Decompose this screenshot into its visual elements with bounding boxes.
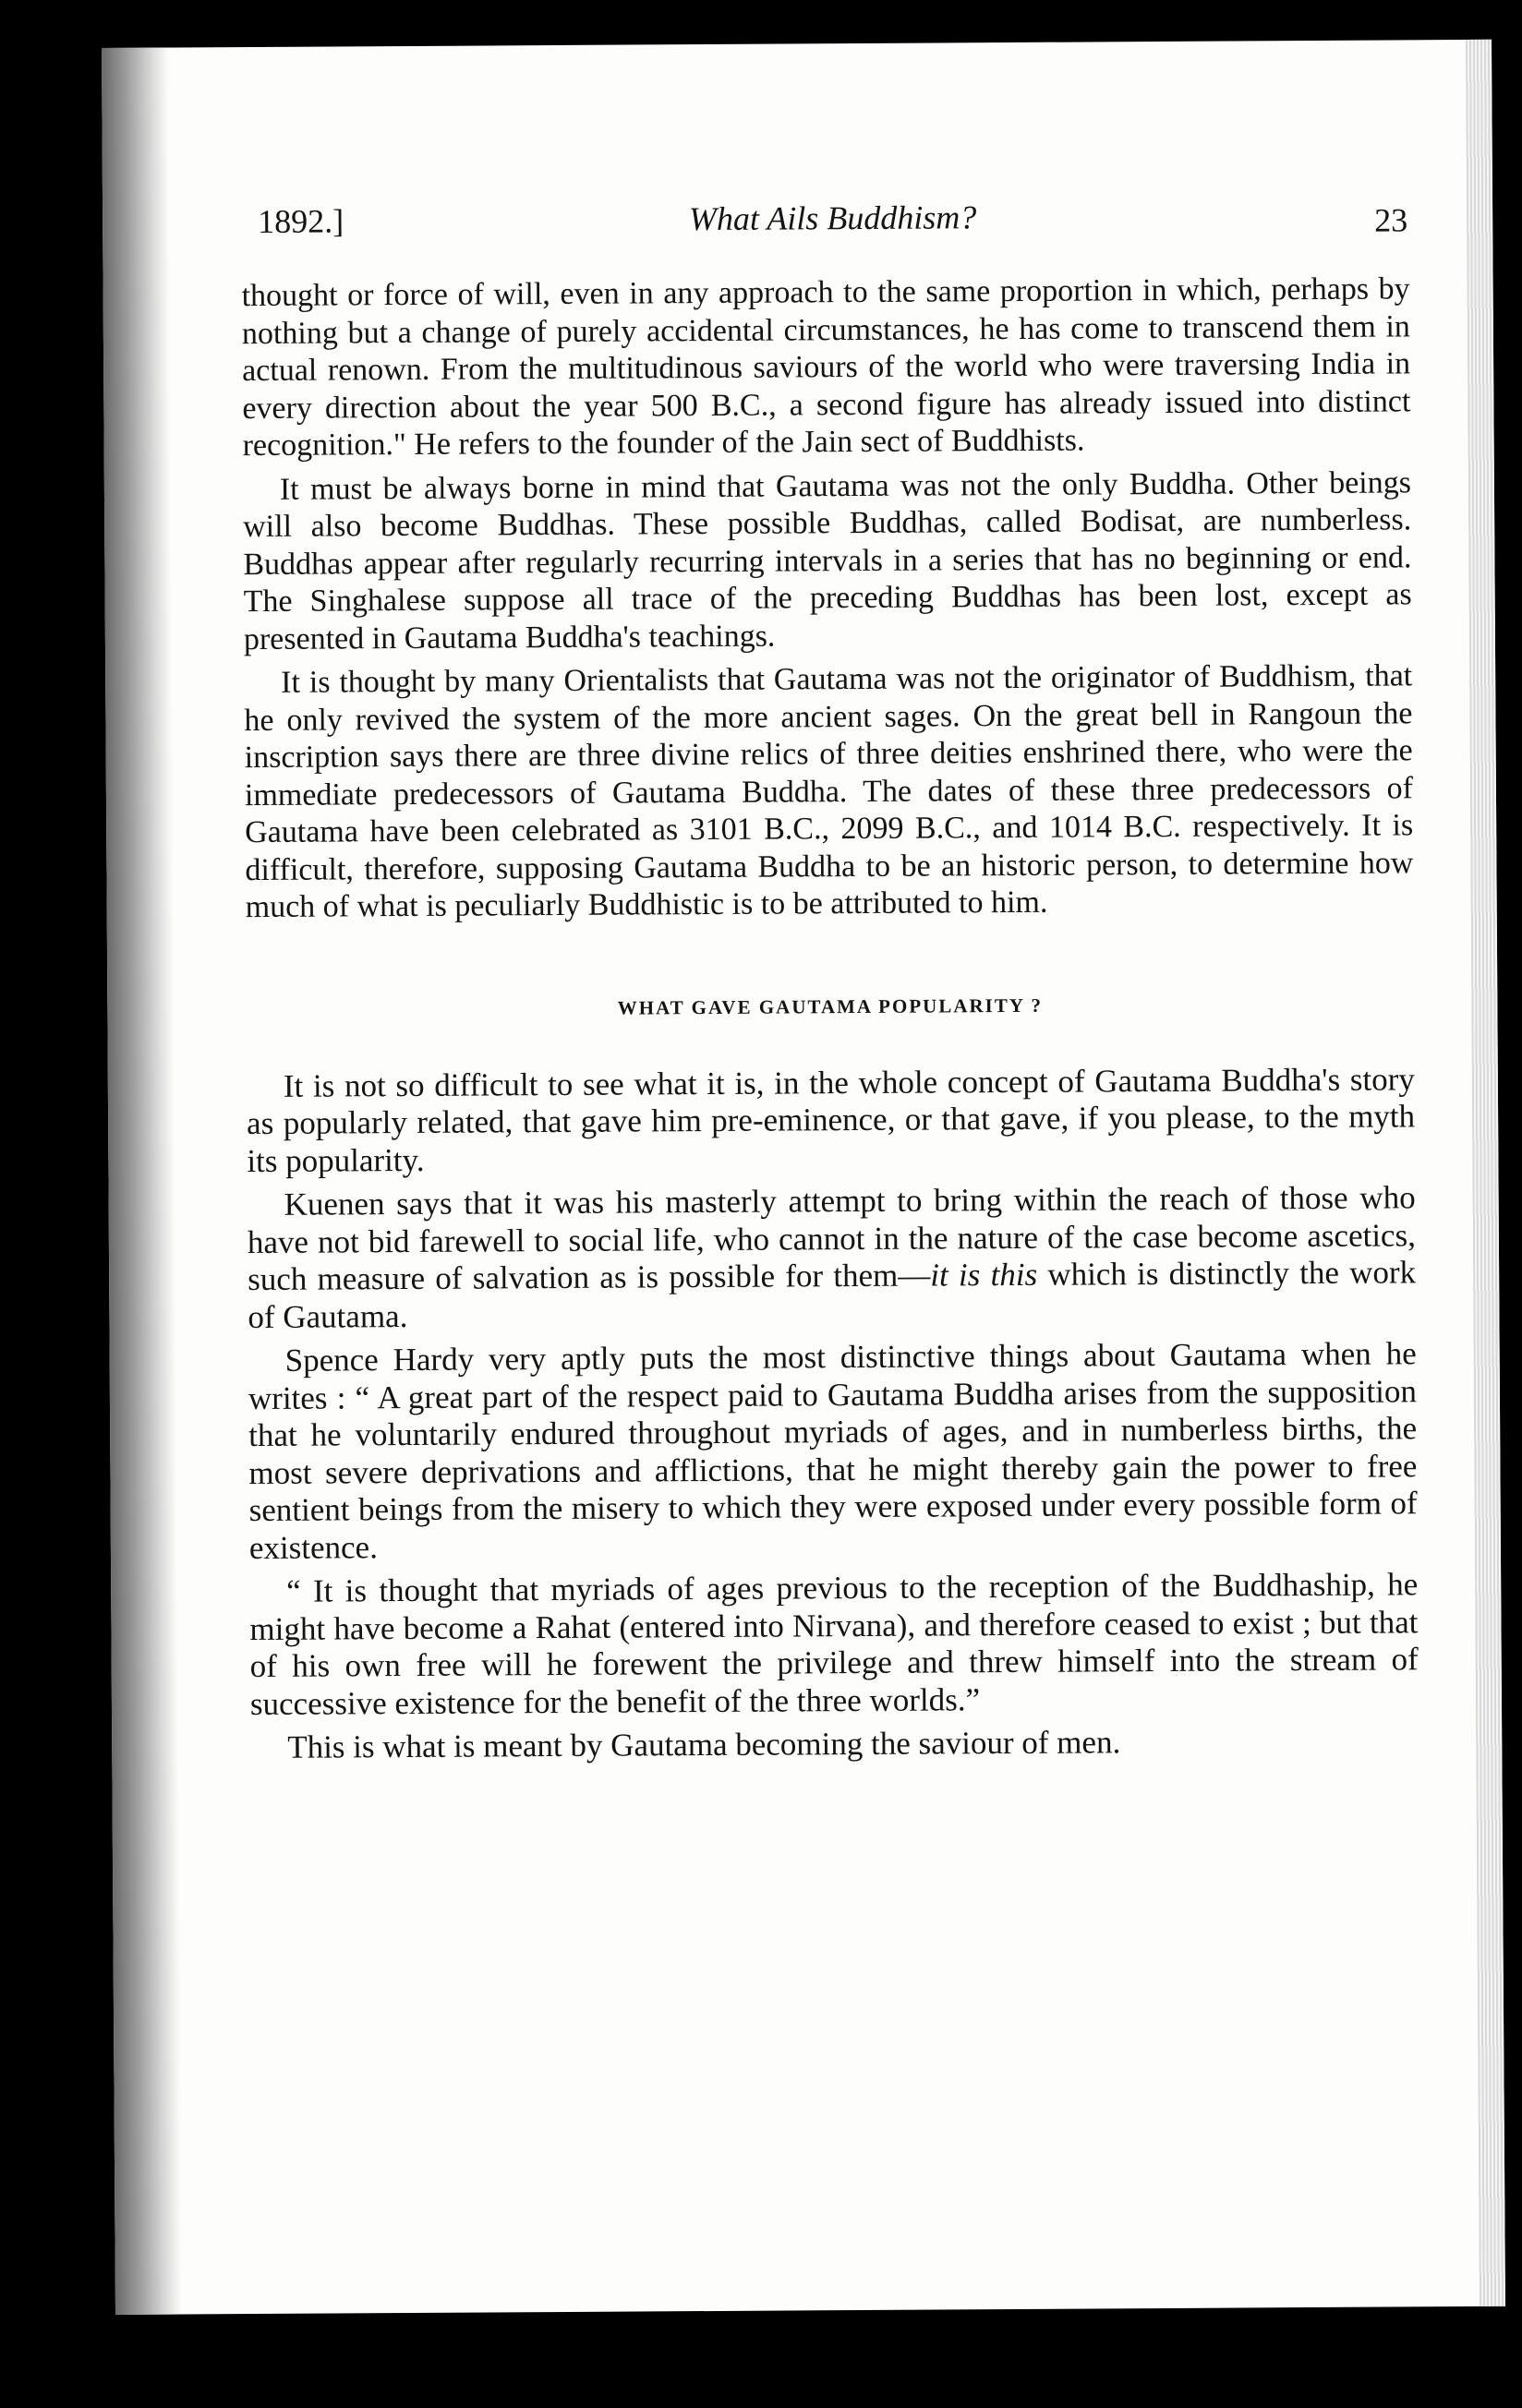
- header-title: What Ails Buddhism?: [688, 199, 977, 238]
- header-year: 1892.]: [258, 202, 344, 240]
- kuenen-text-start: Kuenen says that it was his masterly attempt to bring within the reach of those who have not bid farewell to social life, who cannot in the nature of the case become ascetics, such measure of salvation as is possible for them—: [247, 1179, 1416, 1298]
- kuenen-italic-emphasis: it is this: [930, 1256, 1038, 1294]
- paragraph: It is not so difficult to see what it is, in the whole concept of Gautama Buddha's story as popularly related, that gave him pre-eminence, or that gave, if you please, to the myth its popularity.: [246, 1060, 1416, 1179]
- paragraph: Spence Hardy very aptly puts the most distinctive things about Gautama when he writes : “ A great part of the respect paid to Gautama Buddha arises from the supposition that he voluntarily endured throughout myriads of ages, and in numberless births, the most severe deprivations and afflictions, that he might thereby gain the power to free sentient beings from the misery to which they were exposed under every possible form of existence.: [248, 1335, 1418, 1566]
- page-edge: [1466, 40, 1505, 2306]
- book-page: [102, 40, 1505, 2315]
- running-header: [258, 195, 1407, 258]
- paragraph-kuenen: [248, 1179, 1417, 1336]
- paragraph: This is what is meant by Gautama becoming the saviour of men.: [287, 1724, 1121, 1765]
- page-number: 23: [1374, 201, 1408, 239]
- body-text: [242, 271, 1419, 1766]
- section-heading: WHAT GAVE GAUTAMA POPULARITY ?: [617, 993, 1044, 1019]
- kuenen-text-end: which is distinctly the work of Gautama.: [248, 1254, 1417, 1335]
- paragraph: thought or force of will, even in any approach to the same proportion in which, perhaps by nothing but a change of purely accidental circumstances, he has come to transcend them in actual renown. From the multitudinous saviours of the world who were traversing India in every direction about the year 500 B.C., a second figure has already issued into distinct recognition." He refers to the founder of the Jain sect of Buddhists.: [241, 271, 1411, 464]
- paragraph: It must be always borne in mind that Gautama was not the only Buddha. Other beings will also become Buddhas. These possible Buddhas, called Bodisat, are numberless. Buddhas appear after regularly recurring intervals in a series that has no beginning or end. The Singhalese suppose all trace of the preceding Buddhas has been lost, except as presented in Gautama Buddha's teachings.: [243, 464, 1412, 656]
- page-gutter-shadow: [102, 48, 182, 2315]
- paragraph: It is thought by many Orientalists that Gautama was not the originator of Buddhism, that he only revived the system of the more ancient sages. On the great bell in Rangoun the inscription says there are three divine relics of three deities enshrined there, who were the immediate predecessors of Gautama Buddha. The dates of these three predecessors of Gautama have been celebrated as 3101 B.C., 2099 B.C., and 1014 B.C. respectively. It is difficult, therefore, supposing Gautama Buddha to be an historic person, to determine how much of what is peculiarly Buddhistic is to be attributed to him.: [244, 658, 1414, 925]
- paragraph: “ It is thought that myriads of ages previous to the reception of the Buddhaship, he might have become a Rahat (entered into Nirvana), and therefore ceased to exist ; but that of his own free will he forewent the privilege and threw himself into the stream of successive existence for the benefit of the three worlds.”: [249, 1566, 1419, 1722]
